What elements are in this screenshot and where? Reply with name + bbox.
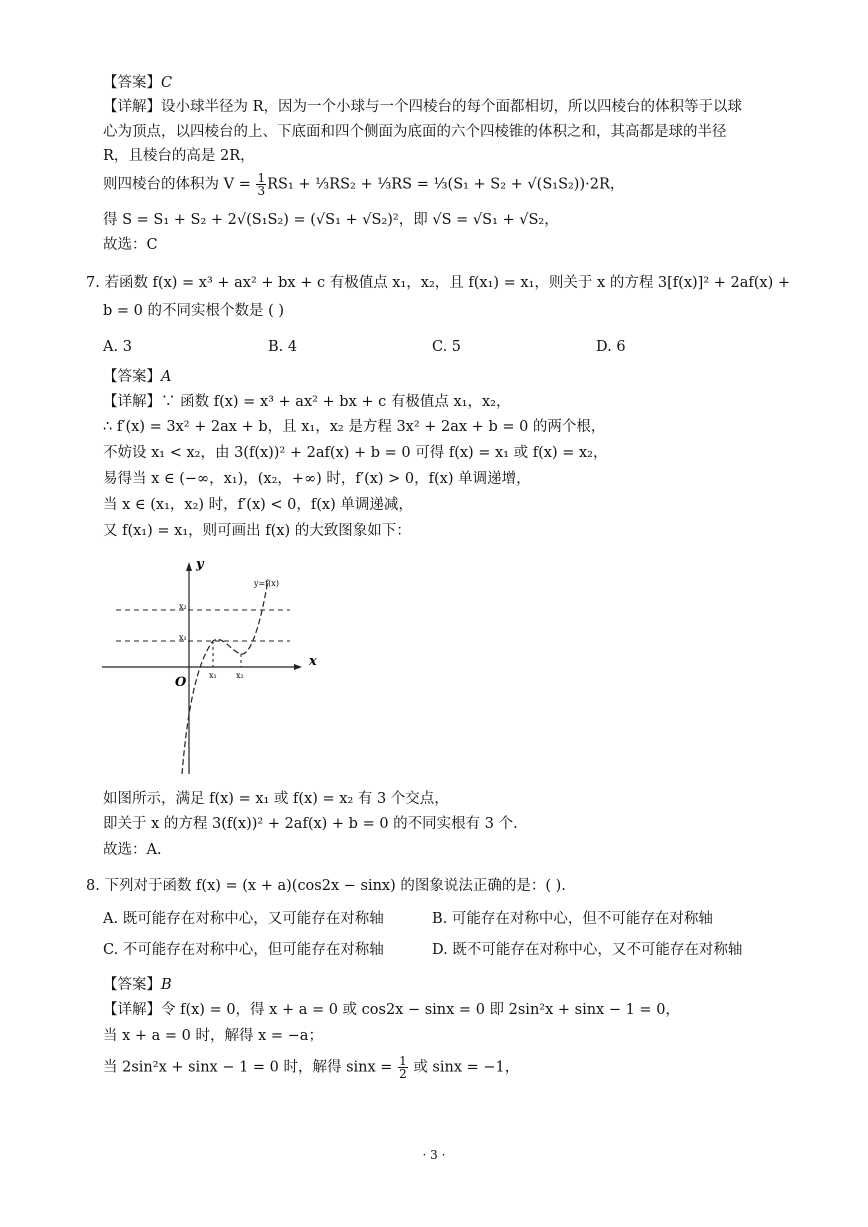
answer-label: 【答案】 [103,75,161,91]
answer-value: C [161,75,173,91]
origin-label: O [175,675,187,690]
option-b: B. 4 [268,339,298,355]
fraction: $\frac{1}{3}$ [257,171,266,198]
explain-line: 当 x ∈ (x₁，x₂) 时，f′(x) < 0，f(x) 单调递减， [103,497,413,513]
y-axis-arrow [186,562,192,571]
choose-line: 故选：C [103,237,158,253]
last-prefix: 当 2sin²x + sinx − 1 = 0 时，解得 sinx = [103,1059,398,1076]
option-a: A. 3 [103,339,132,355]
explain-line: 故选：A. [103,842,162,858]
explain-line: 又 f(x₁) = x₁，则可画出 f(x) 的大致图象如下： [103,523,411,539]
curve-label: y=f(x) [254,579,279,588]
explain-line: 易得当 x ∈ (−∞，x₁)，(x₂，+∞) 时，f′(x) > 0，f(x) 单调递增， [103,471,531,487]
answer-line-7 [103,366,171,388]
option-d: D. 6 [596,339,626,355]
fraction: $\frac{1}{2}$ [399,1054,407,1081]
option-c: C. 不可能存在对称中心，但可能存在对称轴 [103,942,384,958]
answer-value: B [161,977,172,993]
y-label: y [196,557,204,572]
explain-line: 【详解】令 f(x) = 0，得 x + a = 0 或 cos2x − sinx = 0 即 2sin²x + sinx − 1 = 0， [103,1002,680,1018]
option-d: D. 既不可能存在对称中心，又不可能存在对称轴 [432,942,743,958]
x-axis-arrow [294,664,302,670]
explain-line: 不妨设 x₁ < x₂，由 3(f(x))² + 2af(x) + b = 0 可得 f(x) = x₁ 或 f(x) = x₂， [103,445,608,461]
explain-line: 当 x + a = 0 时，解得 x = −a； [103,1028,323,1044]
volume-formula [103,172,624,197]
explain-line: 【详解】∵ 函数 f(x) = x³ + ax² + bx + c 有极值点 x₁，x₂， [103,394,511,410]
explain-line-last [103,1055,519,1080]
x2-level-label: x₂ [179,602,187,611]
x2-tick-label: x₂ [236,671,244,680]
question-7-stem: 7. 若函数 f(x) = x³ + ax² + bx + c 有极值点 x₁，x₂，且 f(x₁) = x₁，则关于 x 的方程 3[f(x)]² + 2af(x) + [86,275,790,291]
last-suffix: 或 sinx = −1， [408,1059,520,1076]
explain-line: 心为顶点，以四棱台的上、下底面和四个侧面为底面的六个四棱锥的体积之和，其高都是球的半径 [103,124,727,140]
page-number: · 3 · [422,1148,446,1162]
x1-tick-label: x₁ [209,671,217,680]
volume-expr: RS₁ + ⅓RS₂ + ⅓RS = ⅓(S₁ + S₂ + √(S₁S₂))·2R， [267,176,625,193]
result-line: 得 S = S₁ + S₂ + 2√(S₁S₂) = (√S₁ + √S₂)²，即 √S = √S₁ + √S₂， [103,212,559,228]
explain-line: R，且棱台的高是 2R， [103,148,255,164]
volume-prefix: 则四棱台的体积为 V = [103,176,256,193]
answer-value: A [161,369,172,385]
x1-level-label: x₁ [179,633,187,642]
function-graph [102,556,332,778]
explain-line: 【详解】设小球半径为 R，因为一个小球与一个四棱台的每个面都相切，所以四棱台的体积等于以球 [103,99,743,115]
option-b: B. 可能存在对称中心，但不可能存在对称轴 [432,911,713,927]
option-c: C. 5 [432,339,462,355]
answer-line-6 [103,72,172,94]
explain-line: 如图所示，满足 f(x) = x₁ 或 f(x) = x₂ 有 3 个交点， [103,791,449,807]
option-a: A. 既可能存在对称中心，又可能存在对称轴 [103,911,384,927]
explain-line: ∴ f′(x) = 3x² + 2ax + b，且 x₁，x₂ 是方程 3x² + 2ax + b = 0 的两个根， [103,419,606,435]
answer-line-8 [103,974,172,996]
answer-label: 【答案】 [103,369,161,385]
curve [182,580,268,774]
answer-label: 【答案】 [103,977,161,993]
question-7-stem-cont: b = 0 的不同实根个数是 ( ) [103,303,285,319]
x-label: x [309,654,317,669]
question-8-stem: 8. 下列对于函数 f(x) = (x + a)(cos2x − sinx) 的图象说法正确的是：( ). [86,878,566,894]
explain-line: 即关于 x 的方程 3(f(x))² + 2af(x) + b = 0 的不同实根有 3 个. [103,816,518,832]
